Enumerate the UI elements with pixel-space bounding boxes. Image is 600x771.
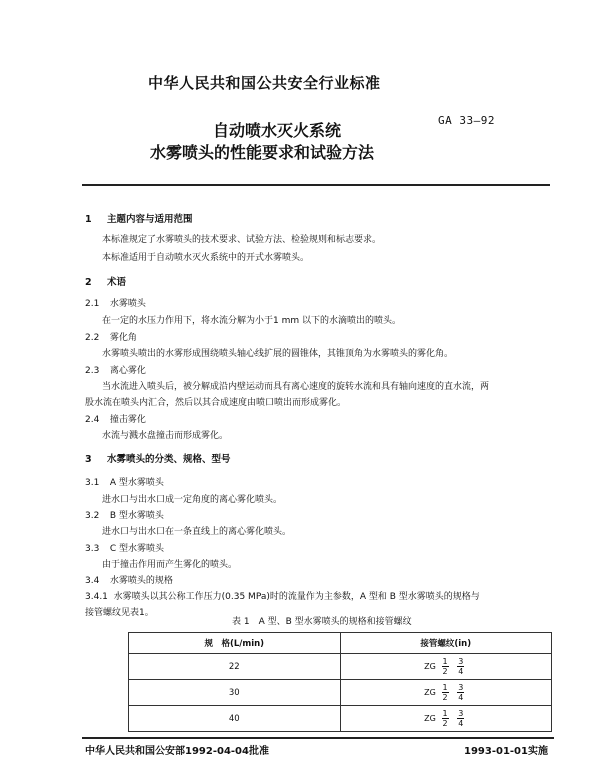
paragraph: 水流与溅水盘撞击而形成雾化。 <box>102 431 229 441</box>
footer-divider <box>82 737 554 739</box>
subsection-3-1-heading <box>85 475 164 488</box>
standard-category: 中华人民共和国公共安全行业标准 <box>148 74 381 92</box>
approval-line: 中华人民共和国公安部1992-04-04批准 <box>85 746 269 757</box>
paragraph: 水雾喷头以其公称工作压力(0.35 MPa)时的流量作为主参数，A 型和 B 型水雾喷头的规格与 <box>113 592 480 602</box>
section-title: A 型水雾喷头 <box>109 478 164 488</box>
thread-prefix: ZG <box>424 714 436 723</box>
section-number: 2.3 <box>85 366 100 376</box>
spec-cell: 30 <box>129 680 341 706</box>
subsection-2-2-heading <box>85 330 137 343</box>
denominator: 2 <box>442 719 448 728</box>
paragraph: 本标准规定了水雾喷头的技术要求、试验方法、检验规则和标志要求。 <box>102 235 382 245</box>
paragraph: 当水流进入喷头后，被分解成沿内壁运动而具有离心速度的旋转水流和具有轴向速度的直水流，两 <box>102 382 490 392</box>
section-title: 主题内容与适用范围 <box>107 214 193 225</box>
table-header-row <box>129 633 552 654</box>
table-row <box>129 680 552 706</box>
paragraph: 本标准适用于自动喷水灭火系统中的开式水雾喷头。 <box>102 253 310 263</box>
column-header: 规 格(L/min) <box>129 633 341 654</box>
section-title: 水雾喷头 <box>109 299 146 309</box>
table-row <box>129 654 552 680</box>
section-2-heading <box>85 274 126 288</box>
section-number: 3.4 <box>85 576 100 586</box>
section-title: 离心雾化 <box>109 366 146 376</box>
denominator: 2 <box>442 693 448 702</box>
subsection-2-1-heading <box>85 296 146 309</box>
fraction <box>442 683 449 702</box>
implementation-date: 1993-01-01实施 <box>464 746 548 757</box>
subsection-2-4-heading <box>85 412 146 425</box>
paragraph: 进水口与出水口在一条直线上的离心雾化喷头。 <box>102 527 292 537</box>
paragraph: 股水流在喷头内汇合，然后以其合成速度由喷口喷出而形成雾化。 <box>85 398 347 408</box>
section-number: 3.3 <box>85 544 100 554</box>
numerator: 1 <box>442 657 448 666</box>
spec-cell: 22 <box>129 654 341 680</box>
section-number: 1 <box>85 214 92 225</box>
section-number: 3.2 <box>85 511 100 521</box>
numerator: 3 <box>458 683 464 692</box>
paragraph: 进水口与出水口成一定角度的离心雾化喷头。 <box>102 495 283 505</box>
section-title: B 型水雾喷头 <box>109 511 164 521</box>
column-header: 接管螺纹(in) <box>340 633 552 654</box>
denominator: 4 <box>458 719 464 728</box>
fraction <box>442 657 449 676</box>
section-number: 3.4.1 <box>85 592 108 602</box>
table-row <box>129 706 552 732</box>
title-line-2: 水雾喷头的性能要求和试验方法 <box>150 143 375 162</box>
section-number: 3.1 <box>85 478 100 488</box>
numerator: 1 <box>442 683 448 692</box>
table-caption: 表 1 A 型、B 型水雾喷头的规格和接管螺纹 <box>232 617 412 627</box>
section-number: 2.1 <box>85 299 100 309</box>
thread-cell <box>340 654 552 680</box>
section-title: 雾化角 <box>109 333 137 343</box>
subsection-3-2-heading <box>85 508 164 521</box>
thread-prefix: ZG <box>424 662 436 671</box>
thread-cell <box>340 706 552 732</box>
section-number: 2.4 <box>85 415 100 425</box>
paragraph: 由于撞击作用而产生雾化的喷头。 <box>102 560 238 570</box>
numerator: 3 <box>458 657 464 666</box>
section-number: 2.2 <box>85 333 100 343</box>
section-number: 2 <box>85 277 92 288</box>
fraction <box>442 709 449 728</box>
clause-3-4-1 <box>85 589 480 602</box>
subsection-3-4-heading <box>85 573 173 586</box>
section-number: 3 <box>85 454 92 465</box>
section-title: 水雾喷头的规格 <box>109 576 173 586</box>
denominator: 4 <box>458 667 464 676</box>
section-title: C 型水雾喷头 <box>109 544 165 554</box>
title-line-1: 自动喷水灭火系统 <box>213 121 342 140</box>
paragraph: 接管螺纹见表1。 <box>85 608 154 618</box>
section-title: 撞击雾化 <box>109 415 146 425</box>
fraction <box>457 709 464 728</box>
subsection-2-3-heading <box>85 363 146 376</box>
spec-cell: 40 <box>129 706 341 732</box>
thread-cell <box>340 680 552 706</box>
thread-prefix: ZG <box>424 688 436 697</box>
numerator: 1 <box>442 709 448 718</box>
spec-table <box>128 632 552 732</box>
standard-number: GA 33—92 <box>438 114 495 127</box>
denominator: 2 <box>442 667 448 676</box>
fraction <box>457 683 464 702</box>
subsection-3-3-heading <box>85 541 164 554</box>
section-1-heading <box>85 211 193 225</box>
denominator: 4 <box>458 693 464 702</box>
section-title: 术语 <box>107 277 127 288</box>
paragraph: 水雾喷头喷出的水雾形成围绕喷头轴心线扩展的圆锥体，其锥顶角为水雾喷头的雾化角。 <box>102 349 454 359</box>
section-title: 水雾喷头的分类、规格、型号 <box>107 454 231 465</box>
header-divider <box>82 184 550 186</box>
section-3-heading <box>85 451 231 465</box>
paragraph: 在一定的水压力作用下，将水流分解为小于1 mm 以下的水滴喷出的喷头。 <box>102 316 401 326</box>
numerator: 3 <box>458 709 464 718</box>
fraction <box>457 657 464 676</box>
